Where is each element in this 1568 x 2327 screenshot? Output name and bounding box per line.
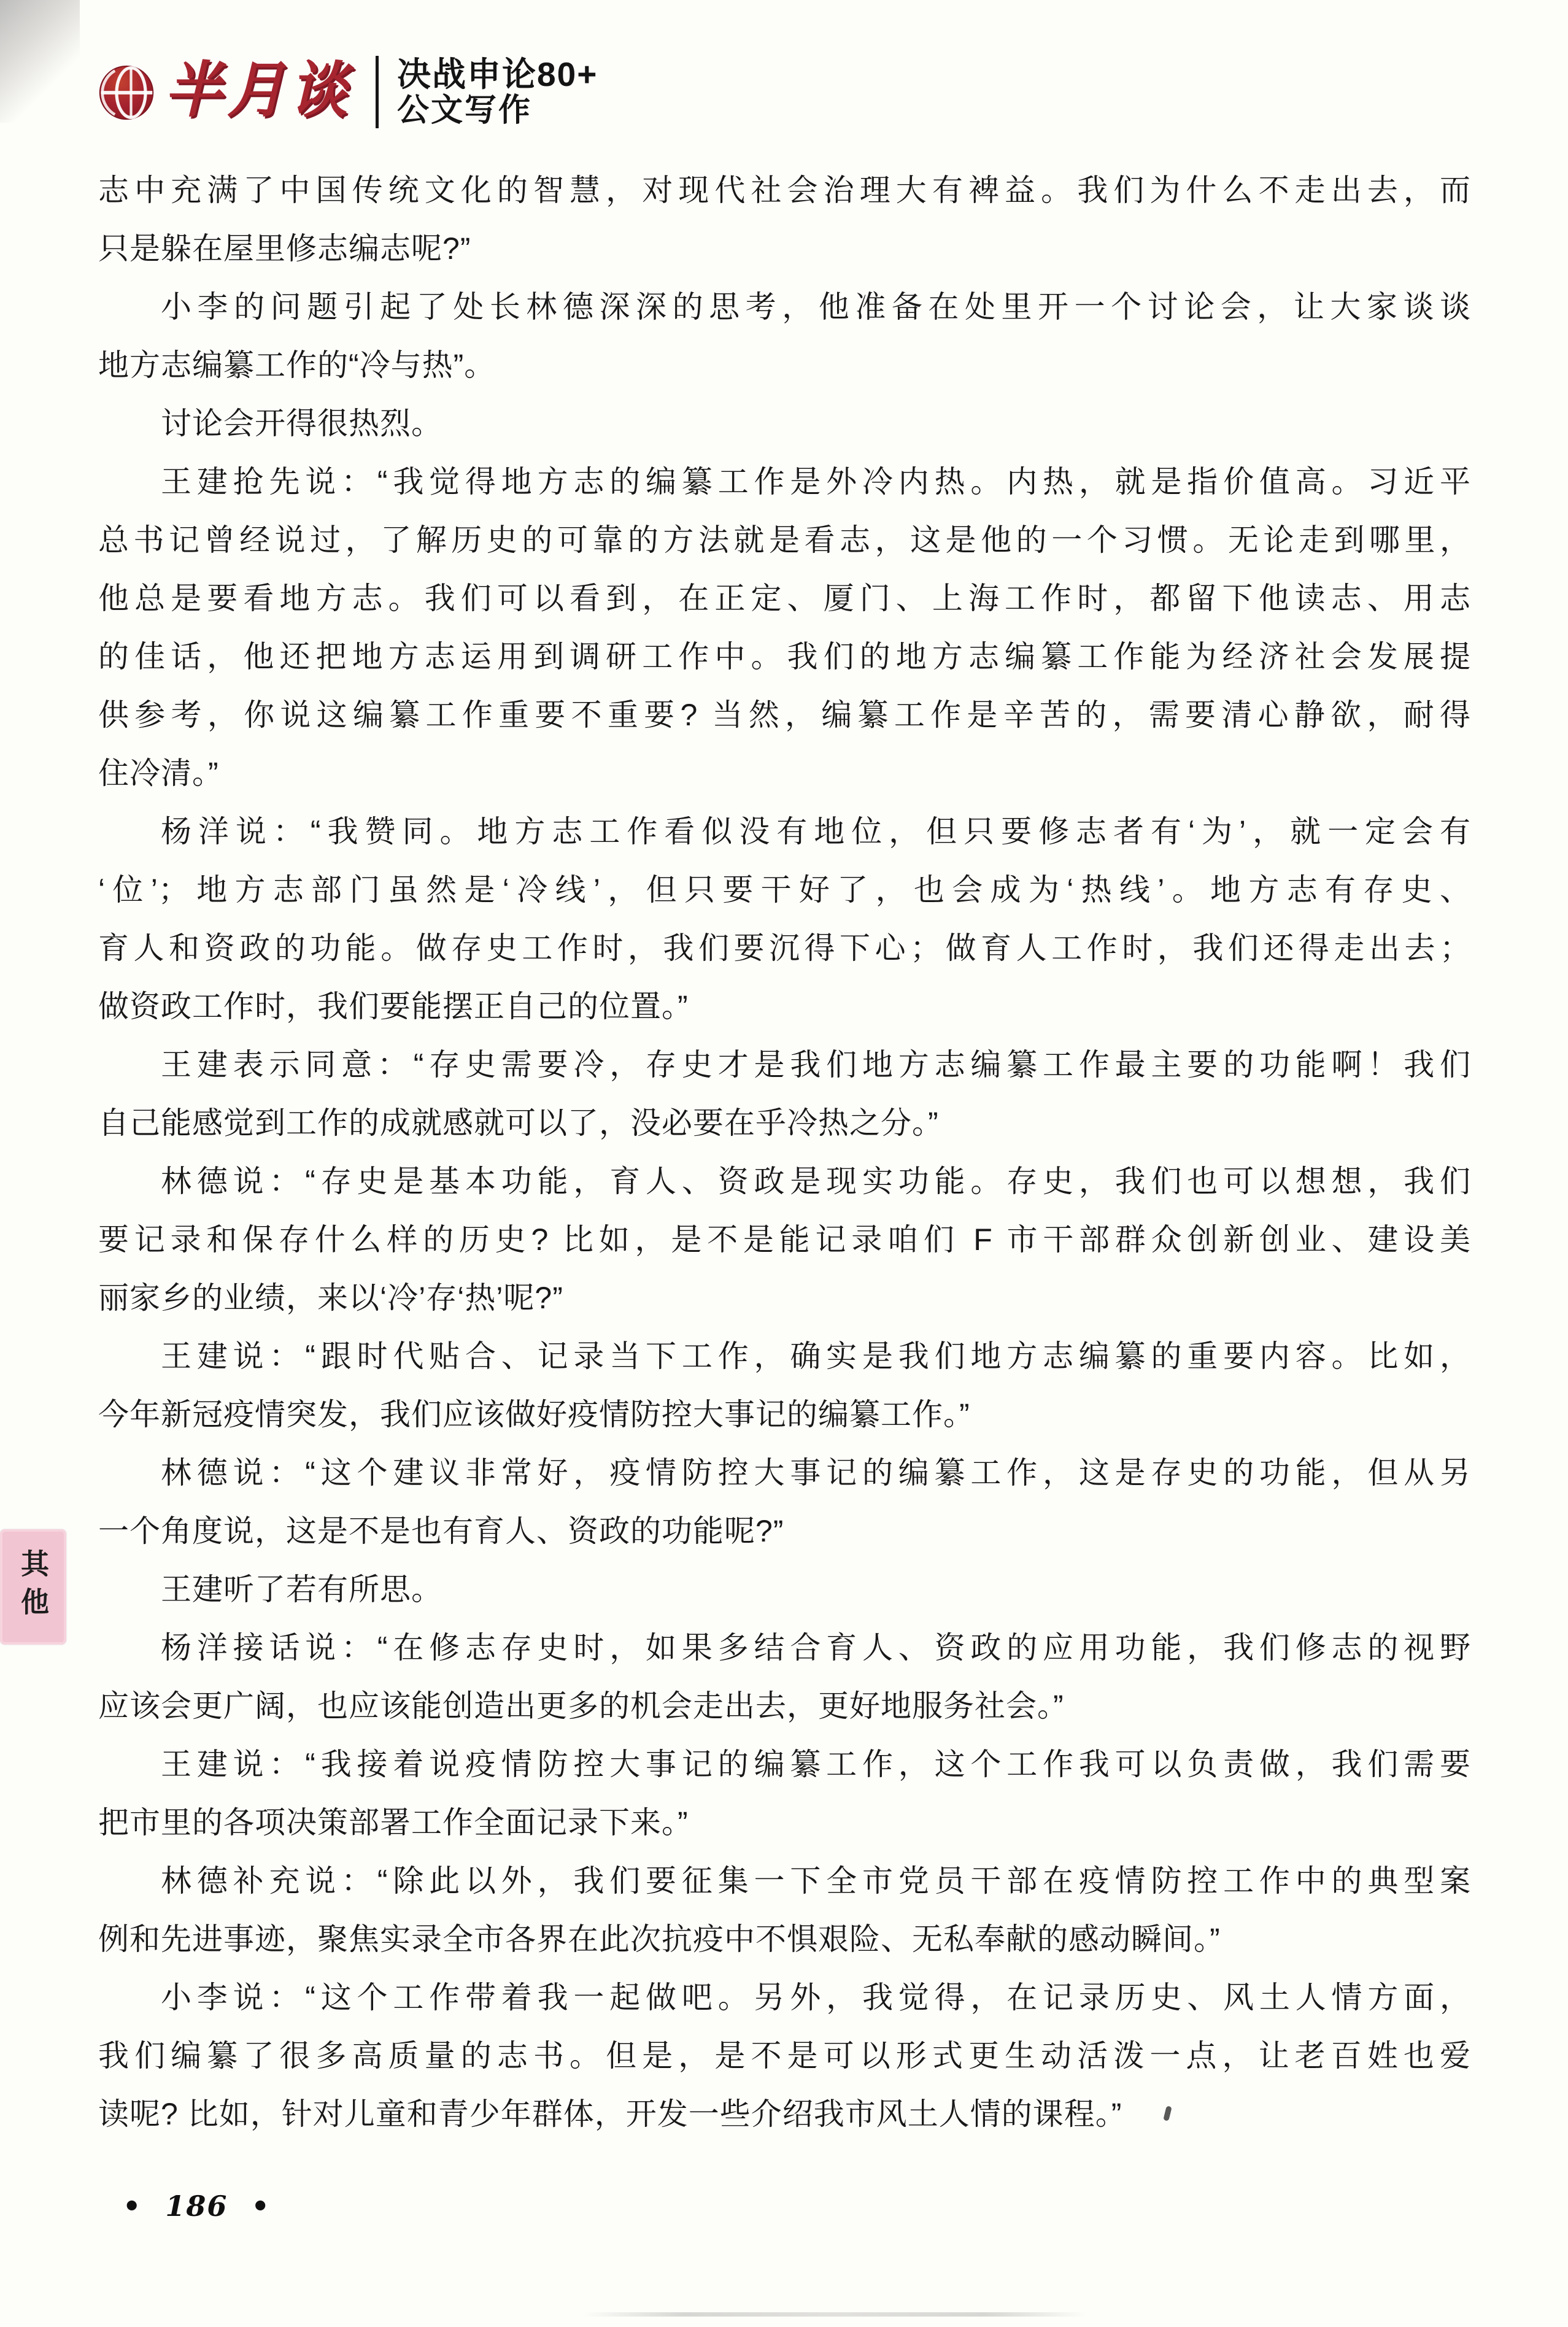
text-line: 讨论会开得很热烈。 <box>161 406 442 441</box>
text-line: 志中充满了中国传统文化的智慧，对现代社会治理大有裨益。我们为什么不走出去，而 <box>98 173 1471 207</box>
text-line: 王建听了若有所思。 <box>161 1572 442 1607</box>
text-line: 把市里的各项决策部署工作全面记录下来。” <box>98 1805 689 1840</box>
series-subtitle: 公文写作 <box>397 93 533 128</box>
text-line: 供参考，你说这编纂工作重要不重要? 当然，编纂工作是辛苦的，需要清心静欲，耐得 <box>98 698 1471 732</box>
header-titles <box>397 56 598 128</box>
text-line: 林德补充说：“除此以外，我们要征集一下全市党员干部在疫情防控工作中的典型案 <box>161 1864 1471 1898</box>
text-line: 杨洋说：“我赞同。地方志工作看似没有地位，但只要修志者有‘为’，就一定会有 <box>161 814 1471 849</box>
text-line: 读呢? 比如，针对儿童和青少年群体，开发一些介绍我市风土人情的课程。” <box>98 2097 1122 2131</box>
text-line: 的佳话，他还把地方志运用到调研工作中。我们的地方志编纂工作能为经济社会发展提 <box>98 639 1471 674</box>
side-tab-other[interactable] <box>0 1529 66 1645</box>
text-line: 他总是要看地方志。我们可以看到，在正定、厦门、上海工作时，都留下他读志、用志 <box>98 581 1471 616</box>
scan-artifact-corner <box>0 0 80 123</box>
text-line: 王建说：“我接着说疫情防控大事记的编纂工作，这个工作我可以负责做，我们需要 <box>161 1747 1471 1781</box>
text-line: 我们编纂了很多高质量的志书。但是，是不是可以形式更生动活泼一点，让老百姓也爱 <box>98 2039 1471 2073</box>
side-tab-label: 其他 <box>17 1549 49 1625</box>
body-text <box>98 161 1471 2144</box>
text-line: 林德说：“存史是基本功能，育人、资政是现实功能。存史，我们也可以想想，我们 <box>161 1164 1471 1198</box>
text-line: 小李的问题引起了处长林德深深的思考，他准备在处里开一个讨论会，让大家谈谈 <box>161 290 1471 324</box>
text-line: 总书记曾经说过，了解历史的可靠的方法就是看志，这是他的一个习惯。无论走到哪里， <box>98 523 1471 557</box>
text-line: 育人和资政的功能。做存史工作时，我们要沉得下心；做育人工作时，我们还得走出去； <box>98 931 1471 965</box>
text-line: 自己能感觉到工作的成就感就可以了，没必要在乎冷热之分。” <box>98 1106 939 1140</box>
series-title: 决战申论80+ <box>397 55 598 93</box>
text-line: 一个角度说，这是不是也有育人、资政的功能呢?” <box>98 1514 784 1548</box>
text-line: 要记录和保存什么样的历史? 比如，是不是能记录咱们 F 市干部群众创新创业、建设美 <box>98 1222 1471 1257</box>
text-line: 今年新冠疫情突发，我们应该做好疫情防控大事记的编纂工作。” <box>98 1397 970 1432</box>
text-line: 王建抢先说：“我觉得地方志的编纂工作是外冷内热。内热，就是指价值高。习近平 <box>161 465 1471 499</box>
text-line: 地方志编纂工作的“冷与热”。 <box>98 348 496 382</box>
text-line: 丽家乡的业绩，来以‘冷’存‘热’呢?” <box>98 1281 563 1315</box>
page-number: • 186 • <box>123 2190 271 2223</box>
text-line: ‘位’；地方志部门虽然是‘冷线’，但只要干好了，也会成为‘热线’。地方志有存史、 <box>98 873 1471 907</box>
text-line: 只是躲在屋里修志编志呢?” <box>98 231 471 266</box>
text-line: 住冷清。” <box>98 756 219 790</box>
text-line: 做资政工作时，我们要能摆正自己的位置。” <box>98 989 689 1024</box>
banyuetan-globe-icon <box>97 64 156 122</box>
text-line: 王建说：“跟时代贴合、记录当下工作，确实是我们地方志编纂的重要内容。比如， <box>161 1339 1471 1373</box>
text-line: 小李说：“这个工作带着我一起做吧。另外，我觉得，在记录历史、风土人情方面， <box>161 1980 1471 2015</box>
scan-artifact-smudge <box>583 2312 1086 2317</box>
header-divider <box>376 56 379 128</box>
text-line: 王建表示同意：“存史需要冷，存史才是我们地方志编纂工作最主要的功能啊！我们 <box>161 1048 1471 1082</box>
text-line: 例和先进事迹，聚焦实录全市各界在此次抗疫中不惧艰险、无私奉献的感动瞬间。” <box>98 1922 1221 1956</box>
text-line: 应该会更广阔，也应该能创造出更多的机会走出去，更好地服务社会。” <box>98 1689 1064 1723</box>
text-line: 林德说：“这个建议非常好，疫情防控大事记的编纂工作，这是存史的功能，但从另 <box>161 1456 1471 1490</box>
text-line: 杨洋接话说：“在修志存史时，如果多结合育人、资政的应用功能，我们修志的视野 <box>161 1630 1471 1665</box>
page-header <box>97 44 598 136</box>
logo-text: 半月谈 <box>164 56 353 124</box>
